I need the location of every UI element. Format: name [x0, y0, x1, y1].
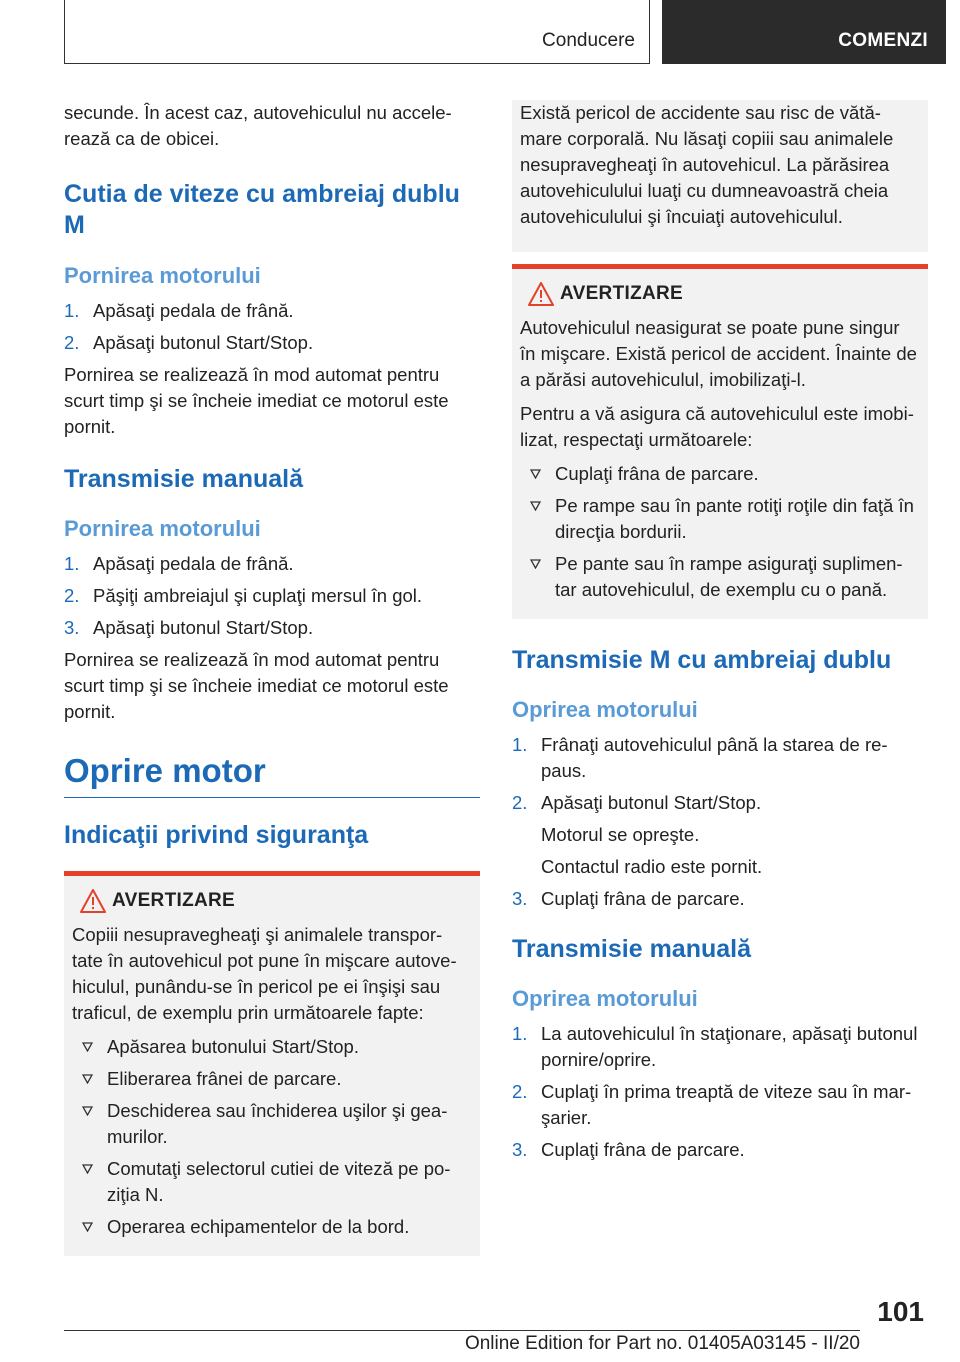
warning-header — [72, 886, 472, 922]
list-item: 1. Apăsaţi pedala de frână. — [64, 300, 294, 321]
footer-edition: Online Edition for Part no. 01405A03145 - II/20 — [464, 1333, 860, 1354]
list-triangle-icon — [82, 1074, 93, 1084]
list-item: Pe pante sau în rampe asiguraţi suplimen‐ tar autovehiculul, de exemplu cu o pană. — [520, 551, 920, 603]
warning-title: AVERTIZARE — [560, 283, 683, 304]
heading-manual-1: Transmisie manuală — [64, 465, 304, 493]
warning-text-2: Pentru a vă asigura că autovehiculul este imobi‐ lizat, respectaţi următoarele: — [520, 403, 914, 450]
warning-box-right — [512, 264, 928, 619]
start2-steps — [64, 551, 480, 641]
left-column — [64, 100, 480, 1256]
warning-box-left — [64, 871, 480, 1256]
list-item: 1. La autovehiculul în staţionare, apăsaţi butonul pornire/oprire. — [512, 1023, 918, 1070]
heading-start-engine-1: Pornirea motorului — [64, 263, 261, 288]
heading-manual-2: Transmisie manuală — [512, 935, 752, 963]
heading-stop-engine-2: Oprirea motorului — [512, 986, 698, 1011]
continued-warning-text: Există pericol de accidente sau risc de vătă‐ mare corporală. Nu lăsaţi copiii sau animalele nesupravegheaţi în autovehicul. La părăsirea autovehiculului luaţi cu dumneavoastră cheia autovehiculului şi încuiaţi autovehiculul. — [520, 102, 894, 227]
list-triangle-icon — [82, 1164, 93, 1174]
list-item: 2. Apăsaţi butonul Start/Stop. Motorul se opreşte. Contactul radio este pornit. — [512, 790, 928, 880]
warning-box-continued — [512, 100, 928, 252]
stop2-steps — [512, 1021, 928, 1163]
warning-text-1: Autovehiculul neasigurat se poate pune singur în mişcare. Există pericol de accident. Înainte de a părăsi autovehiculul, imobilizaţi-l. — [520, 317, 917, 390]
list-item: 2. Păşiţi ambreiajul şi cuplaţi mersul în gol. — [64, 585, 423, 606]
list-item: 3. Cuplaţi frâna de parcare. — [512, 888, 745, 909]
header-chapter-tab — [662, 0, 946, 64]
heading-safety: Indicaţii privind siguranţa — [64, 821, 369, 849]
footer-divider — [64, 1330, 860, 1331]
page-number: 101 — [877, 1296, 924, 1327]
stop1-steps — [512, 732, 928, 912]
list-item: Comutaţi selectorul cutiei de viteză pe po‐ ziţia N. — [72, 1156, 472, 1208]
list-triangle-icon — [82, 1106, 93, 1116]
list-item: Cuplaţi frâna de parcare. — [520, 461, 920, 487]
heading-stop-engine-1: Oprirea motorului — [512, 697, 698, 722]
list-item: 1. Apăsaţi pedala de frână. — [64, 553, 294, 574]
header-chapter-label: COMENZI — [838, 30, 928, 51]
start1-note: Pornirea se realizează în mod automat pentru scurt timp şi se încheie imediat ce motorul este pornit. — [64, 364, 449, 437]
list-triangle-icon — [82, 1042, 93, 1052]
warning-list — [520, 461, 920, 603]
header-section-label: Conducere — [542, 30, 635, 51]
step-substep: Motorul se opreşte. — [541, 824, 700, 845]
list-item: 3. Apăsaţi butonul Start/Stop. — [64, 617, 314, 638]
intro-paragraph: secunde. În acest caz, autovehiculul nu accele‐ rează ca de obicei. — [64, 102, 452, 149]
list-triangle-icon — [530, 469, 541, 479]
list-item: 3. Cuplaţi frâna de parcare. — [512, 1139, 745, 1160]
list-item: Eliberarea frânei de parcare. — [72, 1066, 472, 1092]
right-column — [512, 100, 928, 1169]
heading-dct: Cutia de viteze cu ambreiaj dublu M — [64, 180, 460, 239]
heading-m-dct: Transmisie M cu ambreiaj dublu — [512, 646, 892, 674]
heading-stop-engine: Oprire motor — [64, 751, 480, 798]
warning-header — [520, 279, 920, 315]
heading-start-engine-2: Pornirea motorului — [64, 516, 261, 541]
warning-text: Copiii nesupravegheaţi şi animalele transpor‐ tate în autovehicul pot pune în mişcare autove‐ hiculul, punându-se în pericol pe ei înşişi sau traficul, de exemplu prin următoarele fapte: — [72, 924, 457, 1023]
list-item: 2. Apăsaţi butonul Start/Stop. — [64, 332, 314, 353]
start1-steps — [64, 298, 480, 356]
list-item: Operarea echipamentelor de la bord. — [72, 1214, 472, 1240]
list-item: Pe rampe sau în pante rotiţi roţile din faţă în direcţia bordurii. — [520, 493, 920, 545]
warning-triangle-icon — [528, 281, 554, 307]
list-item: 1. Frânaţi autovehiculul până la starea de re‐ paus. — [512, 734, 888, 781]
list-item: Deschiderea sau închiderea uşilor şi gea‐ murilor. — [72, 1098, 472, 1150]
list-item: 2. Cuplaţi în prima treaptă de viteze sau în mar‐ şarier. — [512, 1081, 912, 1128]
list-triangle-icon — [82, 1222, 93, 1232]
header-section-tab — [64, 0, 650, 64]
step-substep: Contactul radio este pornit. — [541, 856, 763, 877]
list-triangle-icon — [530, 501, 541, 511]
warning-list — [72, 1034, 472, 1240]
list-item: Apăsarea butonului Start/Stop. — [72, 1034, 472, 1060]
warning-triangle-icon — [80, 888, 106, 914]
warning-title: AVERTIZARE — [112, 890, 235, 911]
start2-note: Pornirea se realizează în mod automat pentru scurt timp şi se încheie imediat ce motorul este pornit. — [64, 649, 449, 722]
list-triangle-icon — [530, 559, 541, 569]
